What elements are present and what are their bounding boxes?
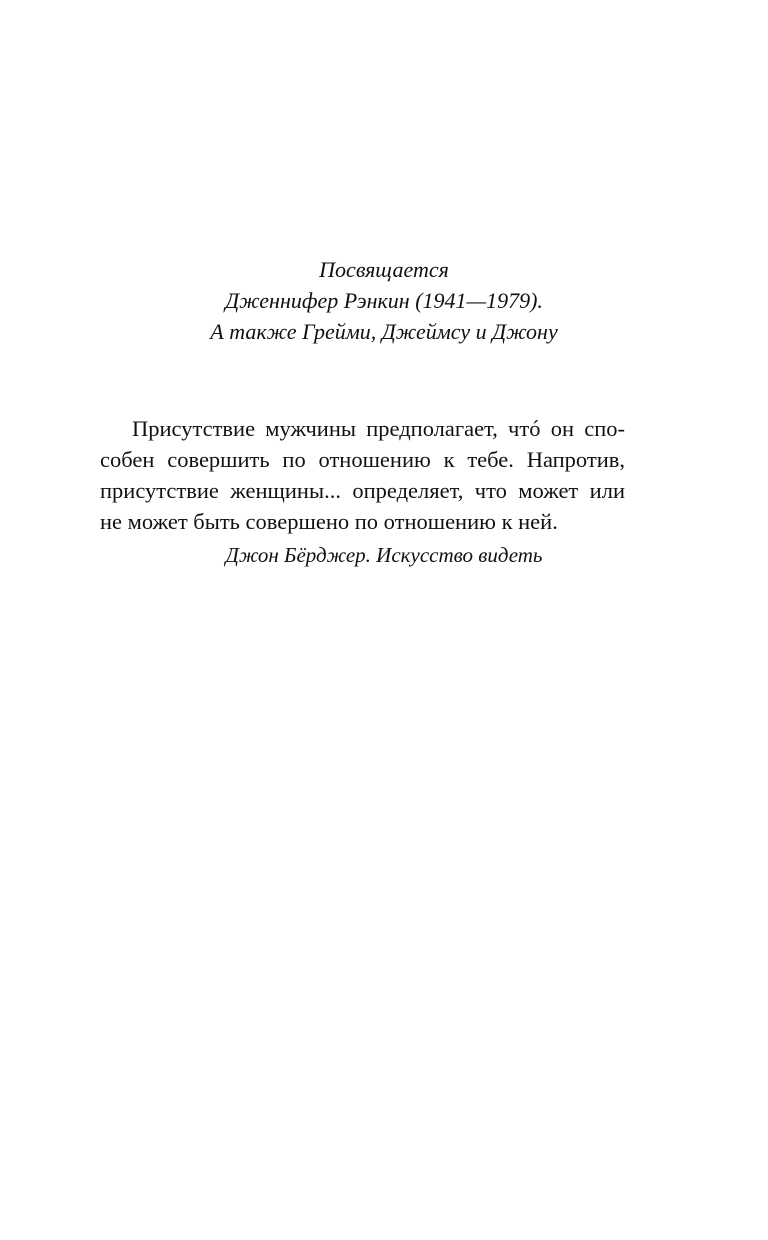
dedication-line: Дженнифер Рэнкин (1941—1979). bbox=[225, 288, 543, 313]
epigraph-line: Присутствие мужчины предполагает, чтó он спо- bbox=[132, 416, 625, 441]
epigraph-attribution: Джон Бёрджер. Искусство видеть bbox=[225, 543, 543, 567]
dedication bbox=[0, 254, 768, 347]
epigraph-line: собен совершить по отношению к тебе. Напротив, bbox=[100, 447, 625, 472]
dedication-line: А также Грейми, Джеймсу и Джону bbox=[210, 319, 558, 344]
epigraph-quote bbox=[100, 413, 625, 537]
dedication-line: Посвящается bbox=[319, 257, 449, 282]
epigraph-line: не может быть совершено по отношению к ней. bbox=[100, 509, 558, 534]
epigraph-line: присутствие женщины... определяет, что может или bbox=[100, 478, 625, 503]
